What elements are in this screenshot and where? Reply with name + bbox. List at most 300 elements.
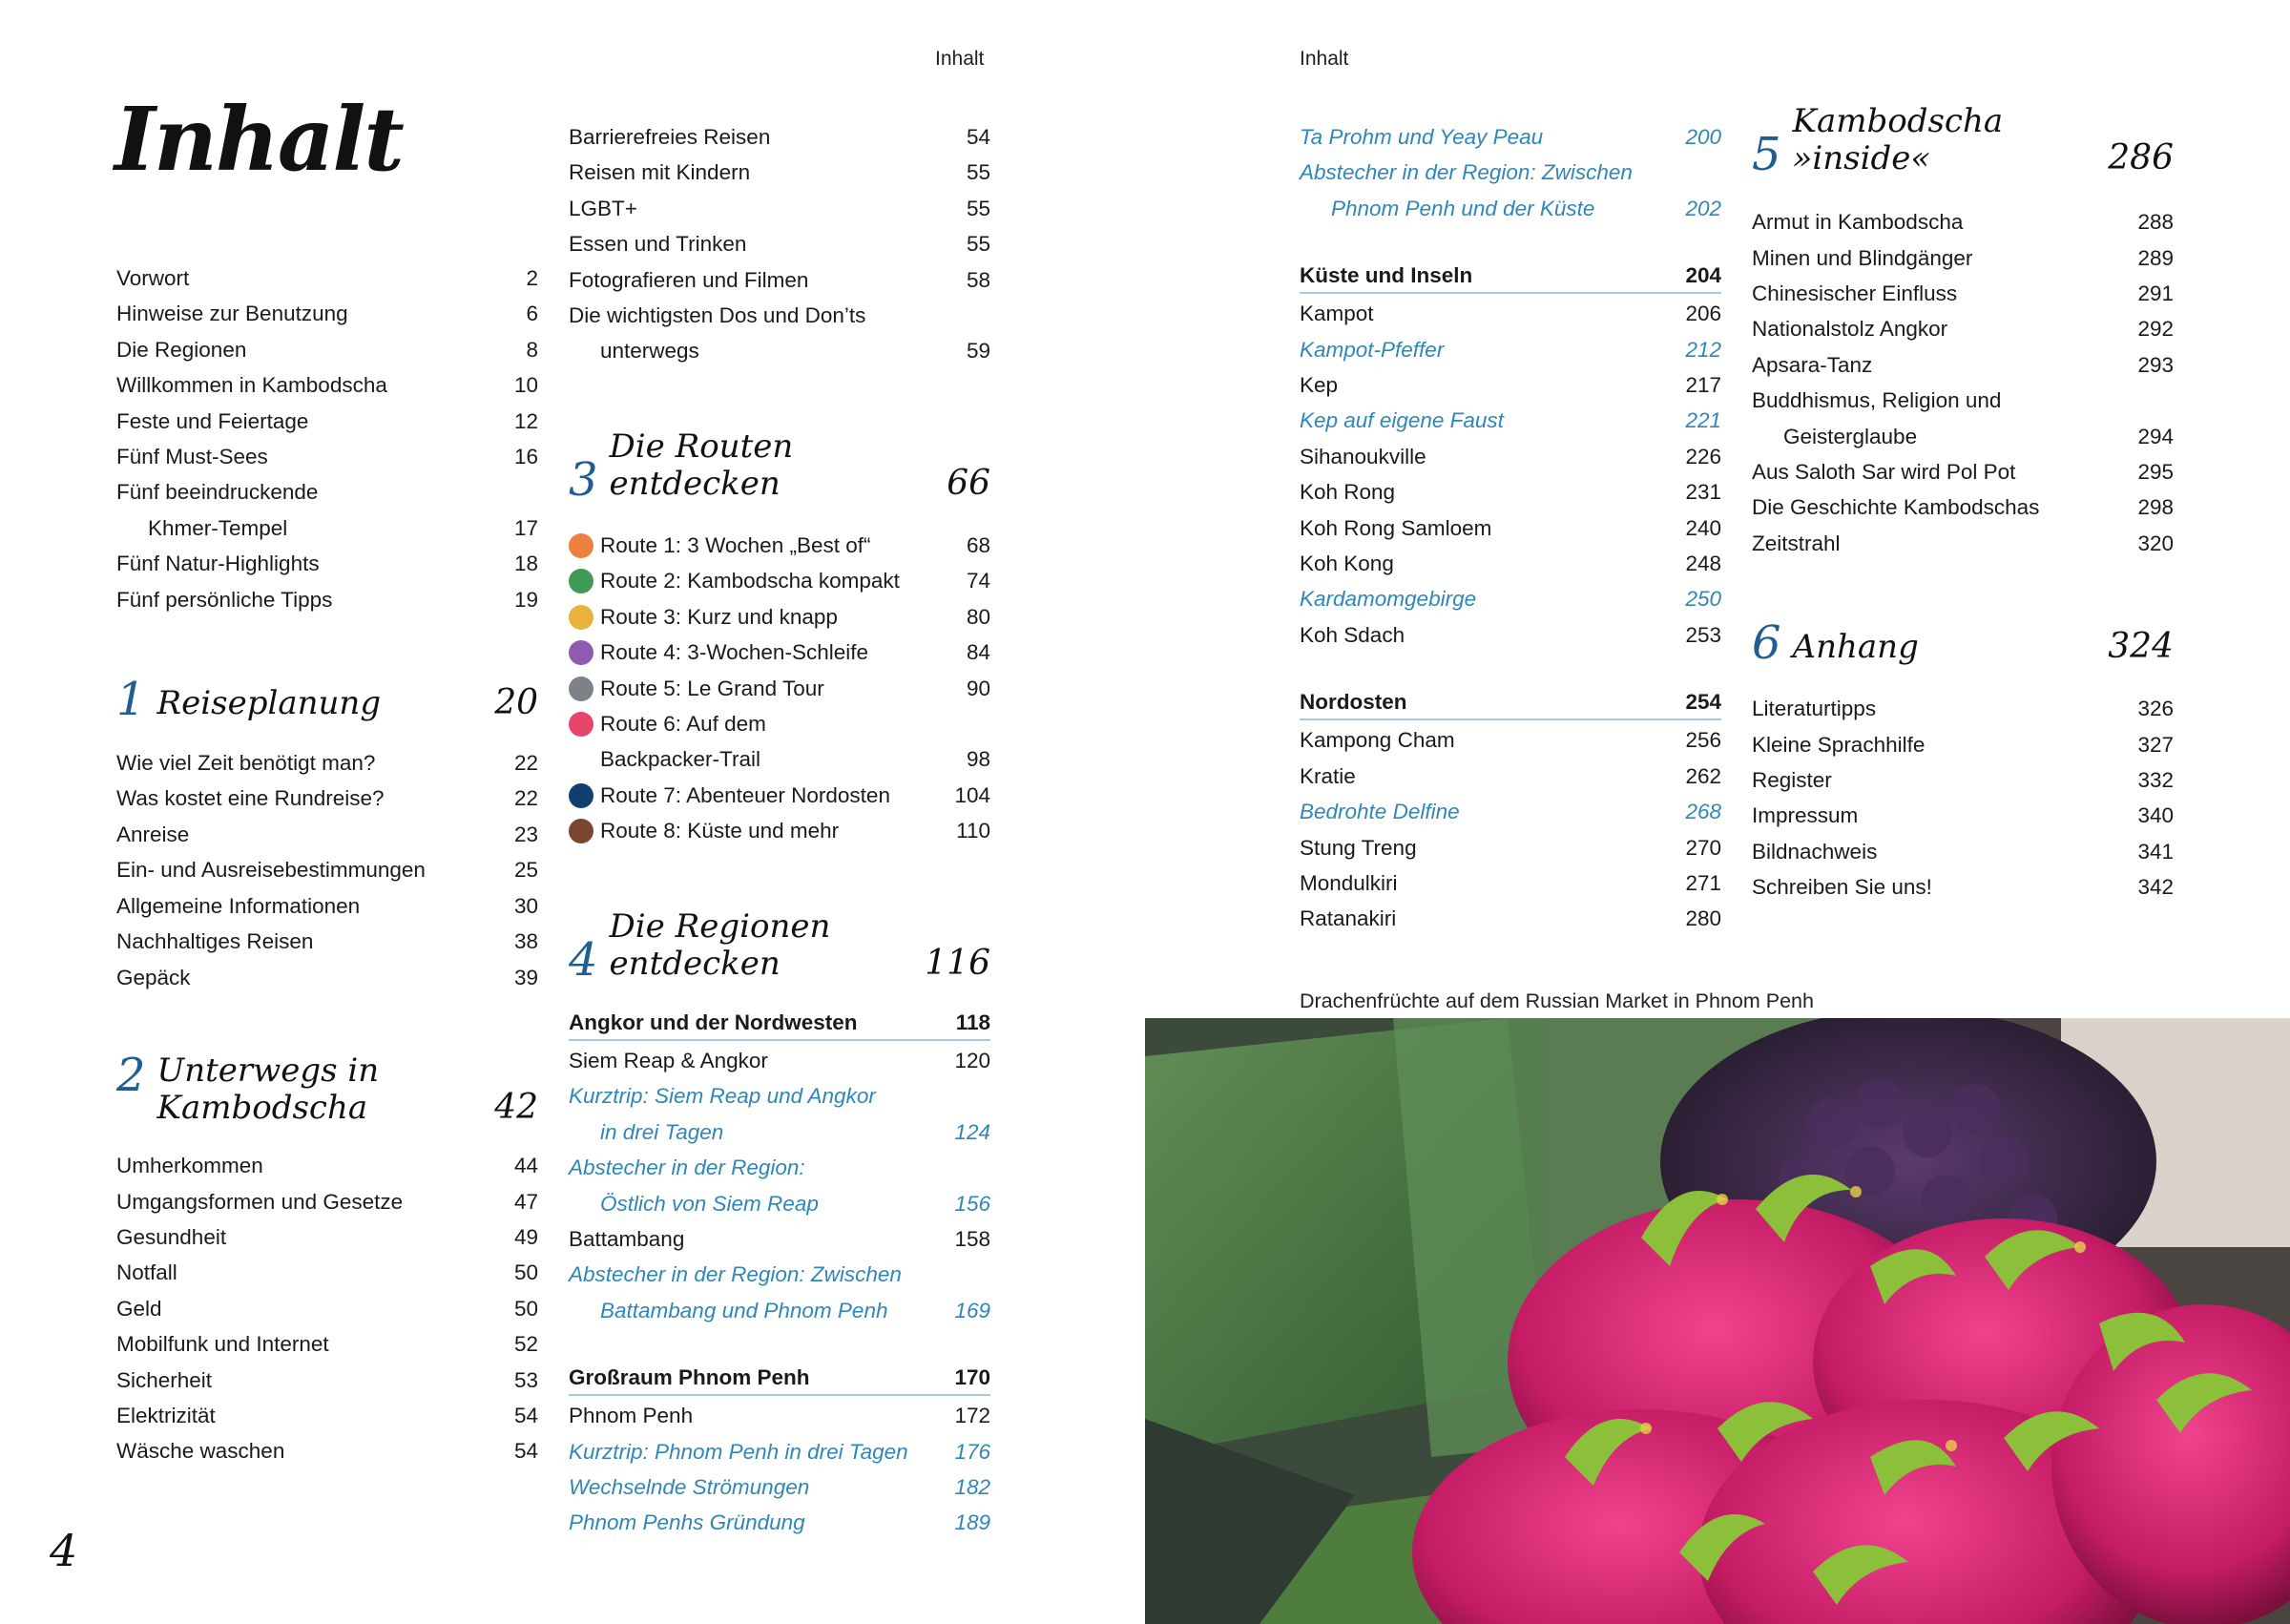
toc-entry-title [1752,419,2107,454]
toc-entry-text: Abstecher in der Region: [569,1156,805,1180]
toc-entry-page: 23 [513,822,538,846]
dragon-fruit-photo [1145,1018,2290,1624]
toc-entry-page: 212 [1685,337,1721,362]
toc-entry [116,960,538,995]
toc-entry-title [1300,794,1655,829]
toc-entry-title [569,778,924,813]
toc-entry-title [1300,474,1655,510]
toc-entry-page: 124 [954,1119,990,1144]
toc-entry-page: 30 [513,893,538,918]
toc-entry [116,1184,538,1219]
toc-entry [569,1257,990,1292]
toc-entry-text: LGBT+ [569,196,637,220]
toc-entry [569,1078,990,1114]
toc-entry-text: Schreiben Sie uns! [1752,875,1932,900]
route-entry [569,778,990,813]
toc-entry [1300,865,1721,901]
toc-entry-text: Route 1: 3 Wochen „Best of“ [600,533,871,558]
toc-entry-text: Apsara-Tanz [1752,352,1873,377]
photo-illustration [1145,1018,2290,1624]
toc-entry-text: Kampot-Pfeffer [1300,337,1445,362]
chapter-page: 66 [947,464,990,504]
toc-entry-text: Gesundheit [116,1224,227,1249]
toc-entry-title [1752,383,2107,418]
toc-entry-title [1300,685,1655,718]
toc-entry-title [569,226,924,261]
toc-entry-title [1752,869,2107,905]
toc-entry-title [116,817,471,852]
toc-entry-text: Koh Sdach [1300,622,1405,647]
toc-entry-title [1300,367,1655,403]
toc-entry [1752,454,2174,489]
toc-entry-text: Anreise [116,822,190,846]
route-entry [569,563,990,598]
toc-entry-page: 22 [513,786,538,811]
toc-entry-title [1300,759,1655,794]
chapter-number: 4 [569,932,598,987]
toc-entry-title [1300,191,1655,226]
chapter-heading-4 [569,906,990,987]
toc-entry-title [116,745,471,781]
toc-entry-title [569,1006,924,1039]
toc-entry-text: Bedrohte Delfine [1300,800,1460,824]
toc-entry-text: Armut in Kambodscha [1752,210,1964,235]
chapter-title: Die Regionen entdecken [609,906,831,983]
toc-entry [116,1291,538,1326]
toc-entry-title [569,262,924,298]
toc-entry-text: Kardamomgebirge [1300,587,1477,612]
toc-entry-title [116,510,471,546]
toc-entry-page: 44 [513,1154,538,1178]
toc-entry-text: Sicherheit [116,1367,213,1392]
toc-entry [1300,403,1721,438]
route-color-dot-icon [569,640,593,665]
toc-entry-title [1752,454,2107,489]
toc-entry-title [116,332,471,367]
toc-entry-page: 340 [2137,803,2174,828]
toc-entry-title [569,1150,924,1185]
toc-entry [1752,240,2174,276]
toc-entry-title [569,155,924,190]
toc-entry-page: 288 [2137,210,2174,235]
toc-entry [116,260,538,296]
chapter-heading-5 [1752,102,2174,182]
toc-entry-page: 84 [966,640,990,665]
toc-entry [116,510,538,546]
toc-entry [569,1293,990,1328]
toc-entry-text: Ratanakiri [1300,906,1397,931]
toc-entry [1300,367,1721,403]
toc-entry-text: Geisterglaube [1783,424,1918,448]
chapter-title: Reiseplanung [156,683,382,722]
toc-entry-text: Ein- und Ausreisebestimmungen [116,858,426,883]
toc-entry-page: 80 [966,604,990,629]
toc-entry-text: Feste und Feiertage [116,408,309,433]
toc-entry-title [116,960,471,995]
toc-entry-page: 8 [526,337,538,362]
toc-entry-page: 55 [966,196,990,220]
toc-entry-title [569,1114,924,1150]
toc-entry-text: Siem Reap & Angkor [569,1048,768,1072]
toc-entry-title [1752,798,2107,833]
toc-entry-text: Minen und Blindgänger [1752,245,1973,270]
toc-entry-title [1300,510,1655,546]
toc-entry-text: Die wichtigsten Dos und Don’ts [569,303,866,328]
toc-entry-title [569,191,924,226]
toc-entry-title [116,582,471,617]
toc-entry-text: Kep [1300,373,1339,398]
toc-entry-page: 17 [513,515,538,540]
toc-entry-page: 52 [513,1332,538,1357]
toc-entry [116,1219,538,1255]
section-heading [1300,685,1721,720]
toc-entry-title [116,367,471,403]
chapter-title: Kambodscha »inside« [1792,102,2004,178]
toc-entry-page: 204 [1685,263,1721,288]
toc-entry-page: 54 [513,1439,538,1464]
toc-entry-page: 158 [954,1226,990,1251]
toc-entry-title [1300,546,1655,581]
toc-entry [569,1221,990,1257]
toc-entry [1752,311,2174,346]
route-entry [569,671,990,706]
toc-entry-text: Impressum [1752,803,1859,828]
toc-entry [569,1434,990,1469]
toc-entry [116,1398,538,1433]
section-heading [569,1361,990,1396]
toc-entry-page: 156 [954,1191,990,1216]
toc-entry-title [1300,439,1655,474]
toc-entry-text: Abstecher in der Region: Zwischen [1300,160,1633,185]
toc-entry-title [116,1326,471,1362]
toc-entry-page: 22 [513,751,538,776]
route-entry [569,706,990,741]
toc-entry [1300,546,1721,581]
chapter-title: Anhang [1792,628,1919,667]
chapter-page: 116 [925,943,990,983]
toc-entry-title [569,1293,924,1328]
toc-entry-page: 295 [2137,460,2174,485]
toc-entry-page: 202 [1685,196,1721,220]
toc-entry [569,1505,990,1540]
toc-entry-page: 55 [966,232,990,257]
toc-entry-text: Koh Rong Samloem [1300,515,1492,540]
toc-entry-text: Buddhismus, Religion und [1752,388,2002,413]
toc-entry-title [1752,204,2107,239]
toc-entry-text: Kurztrip: Siem Reap und Angkor [569,1084,876,1109]
toc-entry-text: Mobilfunk und Internet [116,1332,329,1357]
chapter-page: 20 [494,683,538,723]
toc-entry-title [116,1255,471,1290]
toc-entry-title [569,1221,924,1257]
toc-entry [1752,347,2174,383]
toc-entry [116,582,538,617]
toc-entry [569,262,990,298]
toc-entry [569,1114,990,1150]
toc-entry-text: Khmer-Tempel [148,515,288,540]
toc-entry-title [1300,830,1655,865]
route-entry [569,528,990,563]
toc-entry-title [1300,119,1655,155]
toc-entry-text: Elektrizität [116,1403,216,1427]
toc-entry-page: 189 [954,1510,990,1535]
section-heading [1300,259,1721,294]
toc-entry-title [1300,901,1655,936]
toc-entry-title [569,1257,924,1292]
toc-column-4 [1752,103,2174,906]
toc-entry-title [116,852,471,887]
toc-entry-title [1300,332,1655,367]
toc-entry-title [116,474,471,510]
toc-entry [1752,489,2174,525]
chapter-heading-2 [116,1048,538,1128]
toc-entry-page: 59 [966,339,990,364]
toc-entry-title [569,599,924,635]
toc-entry [116,546,538,581]
toc-entry [569,1398,990,1433]
toc-entry-page: 248 [1685,552,1721,576]
toc-entry [116,1255,538,1290]
toc-entry-page: 262 [1685,763,1721,788]
chapter-page: 42 [494,1088,538,1128]
chapter-heading-3 [569,427,990,508]
toc-entry-page: 268 [1685,800,1721,824]
toc-entry-text: Sihanoukville [1300,444,1426,468]
toc-entry [1752,869,2174,905]
toc-entry-page: 320 [2137,531,2174,555]
toc-entry [116,817,538,852]
toc-entry [116,1326,538,1362]
toc-entry-title [116,1291,471,1326]
toc-entry-title [569,528,924,563]
toc-entry-text: unterwegs [600,339,699,364]
toc-entry-page: 231 [1685,480,1721,505]
toc-entry-title [116,1148,471,1183]
toc-entry-text: Fünf beeindruckende [116,480,319,505]
route-entry [569,813,990,848]
toc-entry-text: Nationalstolz Angkor [1752,317,1948,342]
toc-entry [116,781,538,816]
toc-entry-page: 49 [513,1224,538,1249]
toc-entry-page: 217 [1685,373,1721,398]
toc-entry-page: 12 [513,408,538,433]
toc-entry-page: 240 [1685,515,1721,540]
toc-entry-text: Koh Kong [1300,552,1394,576]
toc-entry-title [1752,311,2107,346]
page-number: 4 [50,1525,78,1576]
toc-entry [116,924,538,959]
chapter-heading-1 [116,673,538,727]
toc-entry-text: Umherkommen [116,1154,263,1178]
toc-entry [116,332,538,367]
toc-entry-page: 16 [513,445,538,469]
toc-entry-title [1752,276,2107,311]
toc-entry-title [1300,617,1655,653]
toc-entry-page: 298 [2137,495,2174,520]
toc-entry-page: 182 [954,1474,990,1499]
toc-entry-page: 221 [1685,408,1721,433]
toc-entry [1300,901,1721,936]
toc-entry-text: Kampot [1300,302,1374,326]
toc-entry [1300,617,1721,653]
toc-entry-title [1752,489,2107,525]
chapter-title: Die Routen entdecken [609,427,794,503]
toc-entry-title [569,1398,924,1433]
toc-entry [1300,794,1721,829]
toc-entry-page: 294 [2137,424,2174,448]
toc-entry-title [116,924,471,959]
toc-entry-page: 25 [513,858,538,883]
chapter-page: 286 [2108,138,2174,178]
toc-entry-text: Östlich von Siem Reap [600,1191,819,1216]
toc-entry [1300,759,1721,794]
toc-entry-page: 18 [513,552,538,576]
toc-entry [1752,419,2174,454]
toc-entry-page: 176 [954,1439,990,1464]
toc-entry [569,1150,990,1185]
toc-entry-page: 10 [513,373,538,398]
toc-entry [569,333,990,368]
toc-entry-text: Umgangsformen und Gesetze [116,1189,404,1214]
toc-entry-text: Battambang und Phnom Penh [600,1298,888,1322]
toc-entry-title [1752,691,2107,726]
toc-entry-text: Hinweise zur Benutzung [116,302,348,326]
toc-entry-page: 19 [513,587,538,612]
toc-entry-text: Bildnachweis [1752,839,1878,864]
toc-entry [569,1469,990,1505]
toc-entry [1752,798,2174,833]
toc-entry-text: Koh Rong [1300,480,1396,505]
toc-entry [569,155,990,190]
toc-entry-text: Reisen mit Kindern [569,160,751,185]
toc-entry-text: Geld [116,1296,162,1321]
toc-entry-text: Wie viel Zeit benötigt man? [116,751,376,776]
toc-entry-title [1300,155,1655,190]
toc-entry-title [569,1434,924,1469]
chapter-number: 5 [1752,128,1781,182]
toc-entry-text: Willkommen in Kambodscha [116,373,387,398]
chapter-number: 2 [116,1048,146,1102]
toc-entry-text: Vorwort [116,266,190,290]
toc-entry-title [569,813,924,848]
route-entry [569,635,990,670]
chapter-number: 6 [1752,616,1781,671]
toc-entry-text: Chinesischer Einfluss [1752,281,1958,305]
toc-entry-text: Kurztrip: Phnom Penh in drei Tagen [569,1439,908,1464]
toc-entry [1300,474,1721,510]
toc-entry-page: 74 [966,569,990,593]
route-entry [569,741,990,777]
toc-entry [1752,727,2174,762]
toc-entry-text: Nachhaltiges Reisen [116,929,314,954]
toc-entry-page: 291 [2137,281,2174,305]
toc-entry-page: 50 [513,1296,538,1321]
route-color-dot-icon [569,677,593,701]
toc-entry [1752,762,2174,798]
toc-entry-page: 292 [2137,317,2174,342]
toc-entry [1300,119,1721,155]
toc-entry-page: 104 [954,782,990,807]
toc-entry [116,367,538,403]
toc-entry [116,296,538,331]
toc-entry-title [1752,347,2107,383]
toc-entry-text: Gepäck [116,965,191,989]
toc-entry-text: Küste und Inseln [1300,263,1473,288]
toc-entry-page: 289 [2137,245,2174,270]
toc-entry-text: Route 4: 3-Wochen-Schleife [600,640,868,665]
toc-entry-text: Literaturtipps [1752,697,1877,721]
toc-entry [116,1433,538,1468]
toc-entry-text: Die Geschichte Kambodschas [1752,495,2040,520]
toc-entry [1300,830,1721,865]
toc-entry [1300,439,1721,474]
toc-entry-title [569,635,924,670]
toc-entry-text: Angkor und der Nordwesten [569,1010,858,1034]
route-color-dot-icon [569,533,593,558]
toc-column-2 [569,119,990,1541]
toc-entry-text: Phnom Penhs Gründung [569,1510,805,1535]
toc-entry-text: Nordosten [1300,690,1407,715]
toc-entry-title [116,1398,471,1433]
toc-entry-text: Stung Treng [1300,835,1417,860]
toc-entry-text: Wechselnde Strömungen [569,1474,810,1499]
toc-entry-text: Fünf Natur-Highlights [116,552,320,576]
toc-entry-text: Route 2: Kambodscha kompakt [600,569,900,593]
toc-entry-title [569,671,924,706]
toc-entry-text: Ta Prohm und Yeay Peau [1300,125,1544,149]
toc-entry-page: 250 [1685,587,1721,612]
route-color-dot-icon [569,712,593,737]
toc-entry [1300,191,1721,226]
toc-entry [116,404,538,439]
toc-entry-title [1752,240,2107,276]
toc-entry-page: 206 [1685,302,1721,326]
toc-entry-title [1300,722,1655,758]
toc-entry-page: 253 [1685,622,1721,647]
toc-entry [1300,332,1721,367]
toc-column-1 [116,260,538,1469]
toc-entry [569,119,990,155]
toc-entry-title [116,1184,471,1219]
toc-entry [1752,383,2174,418]
toc-entry-text: Route 3: Kurz und knapp [600,604,838,629]
toc-entry-page: 327 [2137,732,2174,757]
toc-entry-text: Route 5: Le Grand Tour [600,676,824,700]
chapter-title-line-1: Unterwegs in [156,1051,380,1090]
toc-entry-page: 98 [966,747,990,772]
toc-entry-page: 110 [956,819,990,843]
toc-column-3 [1300,119,1721,937]
toc-entry-page: 120 [954,1048,990,1072]
toc-entry [569,226,990,261]
toc-entry [569,1043,990,1078]
toc-entry-title [1300,581,1655,616]
toc-entry [116,1148,538,1183]
chapter-page: 324 [2108,627,2174,667]
chapter-heading-6 [1752,616,2174,671]
toc-entry [569,298,990,333]
toc-entry-page: 68 [966,533,990,558]
toc-entry-text: Notfall [116,1260,177,1285]
toc-entry-page: 50 [513,1260,538,1285]
toc-entry-page: 341 [2137,839,2174,864]
toc-entry [116,745,538,781]
toc-entry-page: 270 [1685,835,1721,860]
page-header-right: Inhalt [1300,48,1349,70]
page-header-left: Inhalt [935,48,985,70]
toc-entry [1300,510,1721,546]
photo-caption: Drachenfrüchte auf dem Russian Market in Phnom Penh [1300,989,1814,1012]
